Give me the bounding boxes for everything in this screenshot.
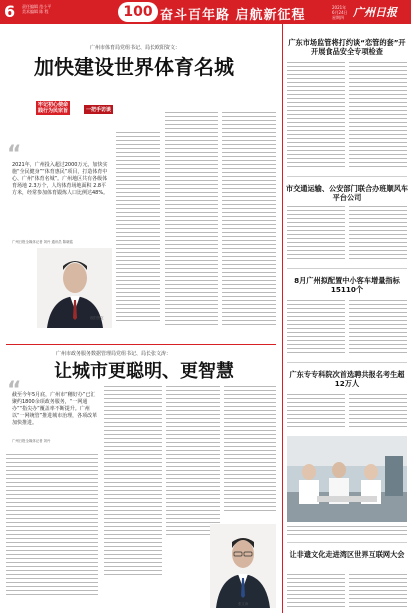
story2-lead: 截至今年5月底，广州市“穗好办”已汇聚约1800余项政务服务，“一网通办”“指尖办”覆盖率不断提升。广州以“一网统管”推进城市治理，各项改革加快推进。 [12,392,98,426]
page-banner [0,0,411,24]
story2-body-col2 [104,386,162,586]
story1-kicker: 广州市体育局党组书记、局长欧阳资文： [90,45,181,51]
story-d-body-col1 [287,394,345,434]
divider-a [287,176,407,177]
quote-icon-2: “ [7,378,22,403]
interview-tag: 一把手访谈 [86,107,112,113]
story2-body-col3 [166,386,220,546]
series-tag: 牢记初心使命 践行为民宗旨 [38,102,69,114]
story-e-headline: 让非遗文化走进湾区世界互联网大会 [289,550,405,559]
left-main-column [0,24,280,613]
divider-d [287,542,407,543]
story2-credit: 广州日报全媒体记者 刘丹 [12,439,51,443]
divider-b [287,268,407,269]
story1-credit: 广州日报全媒体记者 刘丹 通讯员 陈晓铭 [12,240,73,244]
story-a-headline: 广东市场监管将打约谈“恋管的套”开开展食品安全专项检查 [288,38,406,56]
centenary-logo: 100 [118,2,158,22]
story-c-headline: 8月广州拟配置中小客车增量指标15110个 [294,276,400,294]
story-d-body-col2 [349,394,407,434]
story1-body-col1 [116,132,160,340]
page-number: 6 [4,2,16,21]
story-a-body-col2 [349,62,407,174]
editor-info: 责任编辑 范小平 美术编辑 陈 程 [22,4,52,14]
story-c-body-col1 [287,300,345,360]
story-e-body-col1 [287,574,345,610]
story-d-headline: 广东专专科院次首选聘共报名考生超12万人 [289,370,405,388]
story2-body-col4 [224,386,276,526]
quote-icon: “ [7,142,22,167]
story-b-body-col1 [287,206,345,266]
story1-lead: 2021年，广州投入超过2000万元，加快实施“全民健身”“体育惠民”项目，打造体育中心、广州“体育名城”。广州地区共有各级体育场地 2.3万个，人均体育场地面积 2.8平方米，经常参加体育锻炼人口比例达48%。 [12,162,109,196]
divider-c [287,362,407,363]
story-e-body-col2 [349,574,407,610]
photo2-caption: 张文涛 [238,602,249,606]
story2-body-col1 [6,454,98,604]
story-a-body-col1 [287,62,345,174]
story1-body-col2 [165,112,218,340]
photo1-caption: 欧阳资文 [90,316,104,320]
banner-slogan: 奋斗百年路 启航新征程 [160,8,306,23]
news-photo-students [287,436,407,522]
right-news-column [282,24,411,613]
portrait-photo-zhang [210,524,276,608]
issue-date: 2021年 6月24日 星期四 [332,5,348,20]
section-divider [6,344,276,345]
photo-caption-lines [287,526,407,546]
story-b-body-col2 [349,206,407,266]
story-b-headline: 市交通运输、公安部门联合办班顺风车平台公司 [285,184,409,202]
story2-kicker: 广州市政务服务数据管理局党组书记、局长张文涛： [56,351,172,357]
story1-body-col3 [222,112,276,340]
newspaper-name: 广州日报 [353,6,397,19]
story-c-body-col2 [349,300,407,360]
story2-headline: 让城市更聪明、更智慧 [54,361,234,382]
story1-headline: 加快建设世界体育名城 [34,55,234,79]
